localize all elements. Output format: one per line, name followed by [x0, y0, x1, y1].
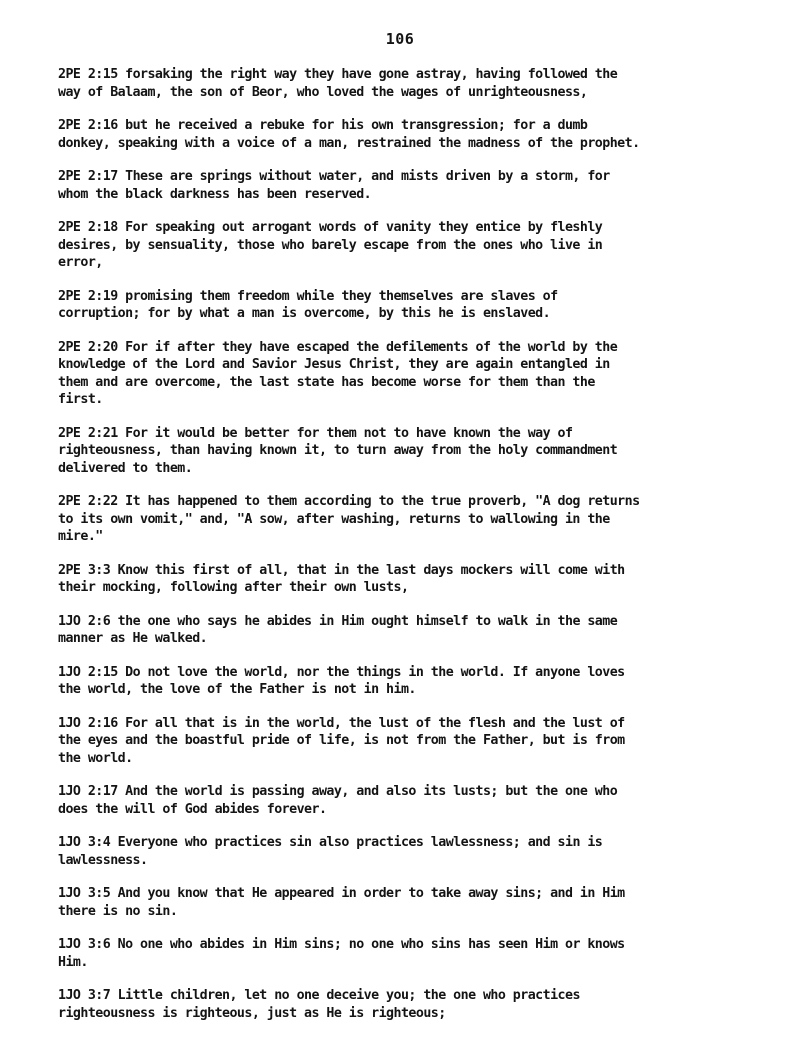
verse-reference: 2PE 2:19	[58, 288, 118, 304]
verse-text: Everyone who practices sin also practices lawlessness; and sin is lawlessness.	[58, 835, 603, 868]
verse-reference: 2PE 2:17	[58, 169, 118, 184]
verse-text: It has happened to them according to the true proverb, "A dog returns to its own vomit," and, "A sow, after washing, returns to wallowing in the mire."	[58, 494, 640, 544]
verse-reference: 1JO 2:15	[58, 664, 118, 680]
verse-text: And you know that He appeared in order to take away sins; and in Him there is no sin.	[58, 886, 625, 919]
verse-1jo-2-16	[58, 715, 738, 768]
verse-2pe-2-15	[58, 66, 738, 101]
verse-reference: 1JO 3:6	[58, 937, 111, 952]
verse-text: promising them freedom while they themselves are slaves of corruption; for by what a man is overcome, by this he is enslaved.	[58, 288, 558, 321]
verse-2pe-3-3	[58, 562, 738, 597]
verse-reference: 1JO 2:17	[58, 784, 118, 799]
verse-text: These are springs without water, and mists driven by a storm, for whom the black darkness has been reserved.	[58, 169, 610, 202]
verse-reference: 2PE 2:15	[58, 67, 118, 82]
verse-reference: 2PE 3:3	[58, 562, 111, 578]
verse-reference: 2PE 2:22	[58, 494, 118, 509]
verse-1jo-3-4	[58, 834, 738, 869]
verse-reference: 1JO 2:16	[58, 715, 118, 731]
verse-reference: 1JO 2:6	[58, 613, 111, 629]
verse-text: forsaking the right way they have gone astray, having followed the way of Balaam, the son of Beor, who loved the wages of unrighteousness,	[58, 67, 618, 100]
verse-1jo-3-6	[58, 936, 738, 971]
verse-2pe-2-21	[58, 425, 738, 478]
verse-1jo-2-15	[58, 664, 738, 699]
verse-text: Do not love the world, nor the things in the world. If anyone loves the world, the love of the Father is not in him.	[58, 664, 625, 697]
verse-1jo-2-6	[58, 613, 738, 648]
verse-2pe-2-19	[58, 288, 738, 323]
verse-2pe-2-22	[58, 493, 738, 546]
verse-text: No one who abides in Him sins; no one who sins has seen Him or knows Him.	[58, 937, 625, 970]
verse-reference: 2PE 2:20	[58, 339, 118, 355]
page-number: 106	[385, 30, 415, 48]
verse-text: For speaking out arrogant words of vanity they entice by fleshly desires, by sensuality, those who barely escape from the ones who live in error,	[58, 220, 603, 270]
verse-reference: 2PE 2:18	[58, 220, 118, 235]
verse-1jo-2-17	[58, 783, 738, 818]
verse-2pe-2-20	[58, 339, 738, 409]
verse-1jo-3-7	[58, 987, 738, 1022]
verse-text: Know this first of all, that in the last days mockers will come with their mocking, following after their own lusts,	[58, 562, 625, 595]
verse-text: For it would be better for them not to have known the way of righteousness, than having known it, to turn away from the holy commandment delivered to them.	[58, 425, 618, 476]
verse-text: For all that is in the world, the lust of the flesh and the lust of the eyes and the boastful pride of life, is not from the Father, but is from the world.	[58, 715, 625, 766]
verse-reference: 2PE 2:16	[58, 118, 118, 133]
verse-text: but he received a rebuke for his own transgression; for a dumb donkey, speaking with a voice of a man, restrained the madness of the prophet.	[58, 118, 640, 151]
verse-1jo-3-5	[58, 885, 738, 920]
verse-text: the one who says he abides in Him ought himself to walk in the same manner as He walked.	[58, 613, 618, 646]
verse-reference: 1JO 3:4	[58, 835, 111, 850]
verse-reference: 1JO 3:7	[58, 988, 111, 1003]
verse-reference: 2PE 2:21	[58, 425, 118, 441]
verse-2pe-2-16	[58, 117, 738, 152]
verse-text: And the world is passing away, and also its lusts; but the one who does the will of God abides forever.	[58, 784, 618, 817]
verse-2pe-2-18	[58, 219, 738, 272]
verse-reference: 1JO 3:5	[58, 886, 111, 901]
verse-text: For if after they have escaped the defilements of the world by the knowledge of the Lord and Savior Jesus Christ, they are again entangled in them and are overcome, the last state has become worse for them than the first.	[58, 339, 618, 407]
verse-text: Little children, let no one deceive you; the one who practices righteousness is righteous, just as He is righteous;	[58, 988, 580, 1021]
verse-2pe-2-17	[58, 168, 738, 203]
verse-list	[58, 66, 738, 1038]
